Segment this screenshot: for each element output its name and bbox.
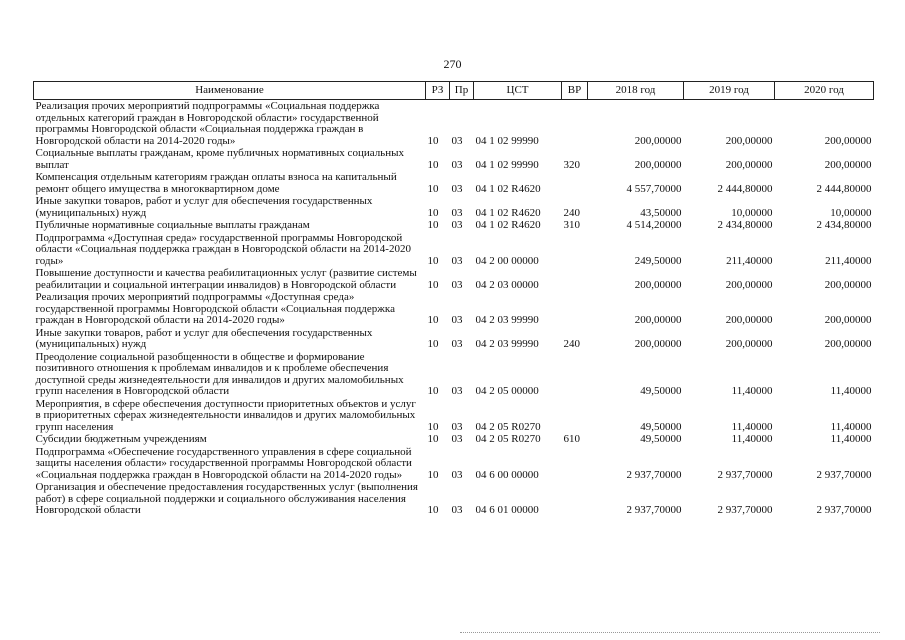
- row-value-2019: 200,00000: [725, 314, 773, 326]
- row-vr: 240: [563, 206, 580, 219]
- row-cst: 04 2 03 99990: [475, 314, 539, 326]
- row-rz: 10: [427, 254, 439, 267]
- table-row: [34, 481, 874, 517]
- row-pr: 03: [451, 385, 463, 397]
- row-pr: 03: [451, 420, 463, 433]
- table-row: [34, 267, 874, 291]
- row-value-2020: 11,40000: [830, 420, 872, 433]
- row-pr: 03: [451, 504, 463, 516]
- row-value-2018: 43,50000: [640, 206, 682, 219]
- row-value-2018: 200,00000: [634, 338, 682, 350]
- row-value-2018: 2 937,70000: [626, 504, 682, 516]
- row-cst: 04 2 00 00000: [475, 254, 539, 267]
- row-value-2018: 249,50000: [634, 254, 682, 267]
- row-cst: 04 2 05 00000: [475, 385, 539, 397]
- row-name: Повышение доступности и качества реабилитационных услуг (развитие системы реабилитации и социальной интеграции инвалидов) в Новгородской области: [35, 267, 417, 291]
- row-value-2018: 2 937,70000: [626, 468, 682, 481]
- row-pr: 03: [451, 338, 463, 350]
- row-name: Мероприятия, в сфере обеспечения доступности приоритетных объектов и услуг в приоритетных сферах жизнедеятельности инвалидов и других маломобильных групп населения: [35, 397, 416, 433]
- row-rz: 10: [427, 385, 439, 397]
- row-pr: 03: [451, 433, 463, 445]
- row-cst: 04 2 05 R0270: [475, 433, 541, 445]
- row-pr: 03: [451, 314, 463, 326]
- table-row: [34, 327, 874, 351]
- row-name: Социальные выплаты гражданам, кроме публичных нормативных социальных выплат: [35, 147, 404, 171]
- row-vr: [562, 351, 588, 398]
- row-value-2018: 200,00000: [634, 158, 682, 171]
- row-value-2019: 2 444,80000: [717, 182, 773, 195]
- row-value-2018: 4 514,20000: [626, 219, 682, 231]
- row-cst: 04 1 02 R4620: [475, 206, 541, 219]
- row-cst: 04 1 02 99990: [475, 134, 539, 147]
- row-value-2019: 10,00000: [731, 206, 773, 219]
- row-cst: 04 1 02 R4620: [475, 219, 541, 231]
- row-rz: 10: [427, 468, 439, 481]
- row-vr: [562, 100, 588, 148]
- row-vr: [562, 291, 588, 327]
- row-value-2019: 211,40000: [726, 254, 773, 267]
- row-rz: 10: [427, 206, 439, 219]
- row-name: Публичные нормативные социальные выплаты гражданам: [35, 219, 310, 231]
- row-pr: 03: [451, 134, 463, 147]
- col-header-cst: ЦСТ: [474, 82, 562, 100]
- row-name: Иные закупки товаров, работ и услуг для обеспечения государственных (муниципальных) нужд: [35, 326, 373, 350]
- row-cst: 04 1 02 99990: [475, 158, 539, 171]
- row-pr: 03: [451, 219, 463, 231]
- row-pr: 03: [451, 182, 463, 195]
- row-value-2018: 49,50000: [640, 433, 682, 445]
- table-row: [34, 433, 874, 446]
- row-value-2020: 200,00000: [824, 338, 872, 350]
- row-rz: 10: [427, 314, 439, 326]
- row-vr: 240: [563, 338, 580, 350]
- row-vr: [562, 446, 588, 482]
- table-row: [34, 219, 874, 232]
- row-rz: 10: [427, 278, 439, 291]
- row-cst: 04 2 03 99990: [475, 338, 539, 350]
- row-pr: 03: [451, 468, 463, 481]
- col-header-pr: Пр: [450, 82, 474, 100]
- row-value-2019: 200,00000: [725, 278, 773, 291]
- row-vr: [562, 171, 588, 195]
- col-header-rz: РЗ: [426, 82, 450, 100]
- row-value-2020: 10,00000: [830, 206, 872, 219]
- row-vr: 310: [563, 219, 580, 231]
- table-row: [34, 446, 874, 482]
- footer-divider: [460, 632, 880, 636]
- row-rz: 10: [427, 433, 439, 445]
- row-value-2018: 49,50000: [640, 420, 682, 433]
- row-rz: 10: [427, 219, 439, 231]
- row-rz: 10: [427, 158, 439, 171]
- row-value-2020: 200,00000: [824, 158, 872, 171]
- row-cst: 04 2 05 R0270: [475, 420, 541, 433]
- row-rz: 10: [427, 338, 439, 350]
- row-cst: 04 2 03 00000: [475, 278, 539, 291]
- row-pr: 03: [451, 278, 463, 291]
- table-row: [34, 232, 874, 268]
- row-vr: 610: [563, 433, 580, 445]
- row-vr: 320: [563, 158, 580, 171]
- row-value-2020: 2 937,70000: [816, 468, 872, 481]
- row-value-2020: 200,00000: [824, 278, 872, 291]
- row-pr: 03: [451, 206, 463, 219]
- row-value-2020: 200,00000: [824, 134, 872, 147]
- row-value-2019: 200,00000: [725, 134, 773, 147]
- row-name: Реализация прочих мероприятий подпрограммы «Доступная среда» государственной программы Новгородской области «Социальная поддержка граждан в Новгородской области на 2014-2020 годы»: [35, 291, 395, 326]
- row-vr: [562, 481, 588, 517]
- row-cst: 04 6 00 00000: [475, 468, 539, 481]
- row-value-2020: 11,40000: [830, 433, 872, 445]
- row-value-2019: 11,40000: [731, 433, 773, 445]
- row-cst: 04 1 02 R4620: [475, 182, 541, 195]
- row-value-2018: 200,00000: [634, 314, 682, 326]
- row-value-2020: 2 434,80000: [816, 219, 872, 231]
- row-value-2019: 11,40000: [731, 420, 773, 433]
- row-value-2019: 11,40000: [731, 385, 773, 397]
- row-name: Реализация прочих мероприятий подпрограммы «Социальная поддержка отдельных категорий граждан в Новгородской области» государственной программы Новгородской области «Социальная поддержка граждан в Новгородской области на 2014-2020 годы»: [35, 100, 380, 147]
- table-row: [34, 351, 874, 398]
- budget-table: [33, 81, 874, 517]
- row-name: Компенсация отдельным категориям граждан оплаты взноса на капитальный ремонт общего имущества в многоквартирном доме: [35, 171, 397, 195]
- table-row: [34, 291, 874, 327]
- table-row: [34, 171, 874, 195]
- row-value-2018: 200,00000: [634, 134, 682, 147]
- table-row: [34, 195, 874, 219]
- col-header-2018: 2018 год: [588, 82, 684, 100]
- row-vr: [562, 398, 588, 434]
- table-row: [34, 147, 874, 171]
- table-row: [34, 100, 874, 148]
- row-name: Преодоление социальной разобщенности в обществе и формирование позитивного отношения к проблемам инвалидов и к проблеме обеспечения доступной среды жизнедеятельности для инвалидов и других маломобильных групп населения в Новгородской области: [35, 350, 404, 397]
- row-value-2019: 2 434,80000: [717, 219, 773, 231]
- row-value-2019: 2 937,70000: [717, 468, 773, 481]
- col-header-vr: ВР: [562, 82, 588, 100]
- row-cst: 04 6 01 00000: [475, 504, 539, 516]
- row-rz: 10: [427, 182, 439, 195]
- row-value-2020: 2 937,70000: [816, 504, 872, 516]
- row-value-2018: 49,50000: [640, 385, 682, 397]
- table-row: [34, 398, 874, 434]
- row-rz: 10: [427, 504, 439, 516]
- row-name: Субсидии бюджетным учреждениям: [35, 433, 207, 445]
- row-rz: 10: [427, 134, 439, 147]
- row-value-2020: 2 444,80000: [816, 182, 872, 195]
- row-value-2020: 11,40000: [830, 385, 872, 397]
- row-name: Подпрограмма «Доступная среда» государственной программы Новгородской области «Социальная поддержка граждан в Новгородской области на 2014-2020 годы»: [35, 231, 411, 267]
- row-name: Организация и обеспечение предоставления государственных услуг (выполнения работ) в сфере социальной поддержки и социального обслуживания населения Новгородской области: [35, 481, 418, 516]
- row-value-2019: 200,00000: [725, 158, 773, 171]
- row-value-2020: 200,00000: [824, 314, 872, 326]
- row-pr: 03: [451, 158, 463, 171]
- row-value-2018: 200,00000: [634, 278, 682, 291]
- col-header-2020: 2020 год: [775, 82, 874, 100]
- row-vr: [562, 232, 588, 268]
- col-header-name: Наименование: [34, 82, 426, 100]
- table-header-row: [34, 82, 874, 100]
- row-value-2018: 4 557,70000: [626, 182, 682, 195]
- row-value-2019: 2 937,70000: [717, 504, 773, 516]
- col-header-2019: 2019 год: [684, 82, 775, 100]
- row-name: Иные закупки товаров, работ и услуг для обеспечения государственных (муниципальных) нужд: [35, 195, 373, 219]
- row-value-2019: 200,00000: [725, 338, 773, 350]
- row-name: Подпрограмма «Обеспечение государственного управления в сфере социальной защиты населения области» государственной программы Новгородской области «Социальная поддержка граждан в Новгородской области на 2014-2020 годы»: [35, 445, 412, 481]
- page-number: 270: [443, 57, 462, 71]
- row-rz: 10: [427, 420, 439, 433]
- row-pr: 03: [451, 254, 463, 267]
- row-value-2020: 211,40000: [825, 254, 872, 267]
- row-vr: [562, 267, 588, 291]
